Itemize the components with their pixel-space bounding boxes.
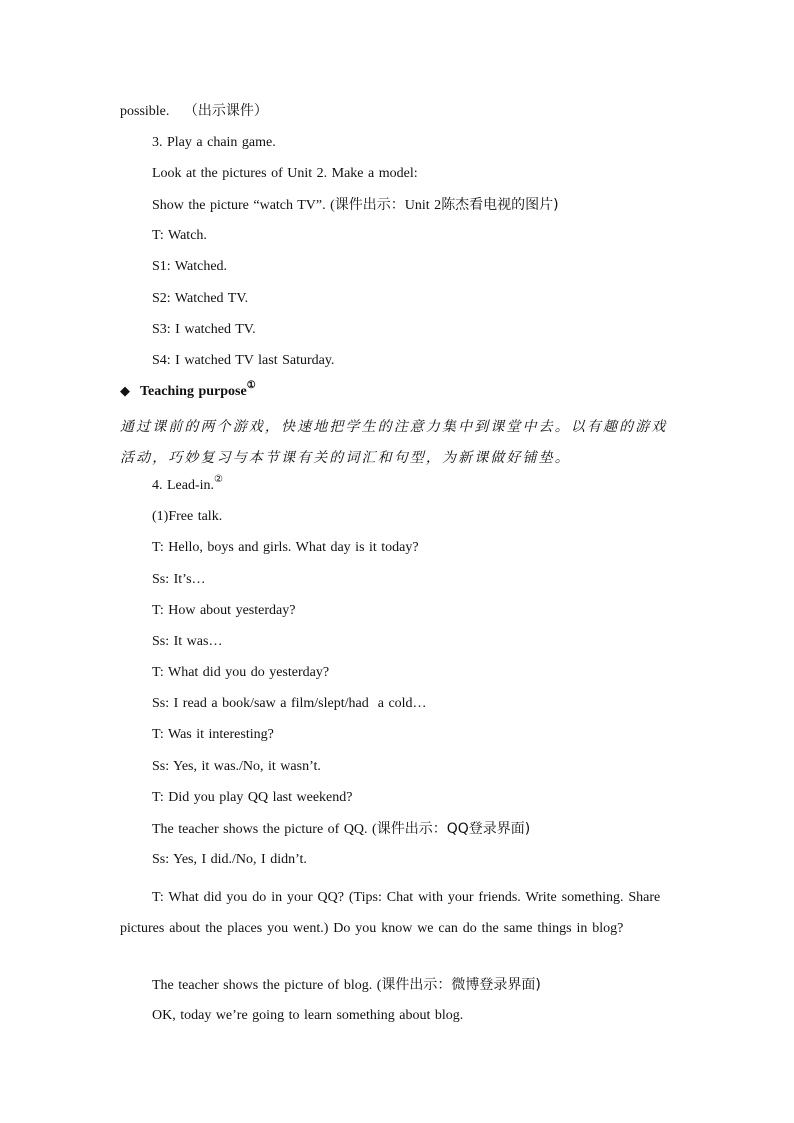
diamond-bullet-icon: ◆ xyxy=(120,384,130,399)
text-line: T: What did you do yesterday? xyxy=(152,665,330,680)
text-line: T: Did you play QQ last weekend? xyxy=(152,790,353,805)
text-line: T: Hello, boys and girls. What day is it today? xyxy=(152,540,419,555)
text-line: Ss: It was… xyxy=(152,634,223,649)
text-line: T: Watch. xyxy=(152,228,207,243)
text-segment: possible. xyxy=(120,104,170,119)
section-heading xyxy=(120,382,256,402)
footnote-marker: ② xyxy=(214,474,223,485)
text-line xyxy=(152,476,223,496)
text-segment-zh: 陈杰看电视的图片) xyxy=(441,197,559,213)
text-line xyxy=(152,819,530,840)
text-line: Ss: Yes, it was./No, it wasn’t. xyxy=(152,759,321,774)
text-line xyxy=(120,101,268,122)
text-line: Ss: It’s… xyxy=(152,572,206,587)
text-segment: 4. Lead-in. xyxy=(152,478,215,493)
text-line xyxy=(152,975,541,996)
text-line: 3. Play a chain game. xyxy=(152,135,276,150)
text-line: Look at the pictures of Unit 2. Make a model: xyxy=(152,166,418,181)
text-line: S3: I watched TV. xyxy=(152,322,256,337)
text-line: T: How about yesterday? xyxy=(152,603,296,618)
heading-text: Teaching purpose xyxy=(140,384,247,399)
text-line: T: Was it interesting? xyxy=(152,727,274,742)
text-line: S1: Watched. xyxy=(152,259,228,274)
text-segment-zh: 课件出示：QQ登录界面) xyxy=(376,821,531,837)
footnote-marker: ① xyxy=(246,380,256,391)
text-line: (1)Free talk. xyxy=(152,509,223,524)
text-line: OK, today we’re going to learn something about blog. xyxy=(152,1008,464,1023)
text-line xyxy=(152,195,559,216)
text-segment-zh: 课件出示： xyxy=(334,197,405,213)
text-line: S2: Watched TV. xyxy=(152,291,249,306)
text-segment: Show the picture “watch TV”. ( xyxy=(152,198,335,213)
text-line: S4: I watched TV last Saturday. xyxy=(152,353,335,368)
purpose-paragraph: 通过课前的两个游戏，快速地把学生的注意力集中到课堂中去。以有趣的游戏活动，巧妙复习与本节课有关的词汇和句型，为新课做好铺垫。 xyxy=(120,419,668,466)
text-line: Ss: Yes, I did./No, I didn’t. xyxy=(152,852,307,867)
text-segment-zh: 课件出示：微博登录界面) xyxy=(381,977,541,993)
text-segment: The teacher shows the picture of blog. ( xyxy=(152,978,382,993)
qq-paragraph: T: What did you do in your QQ? (Tips: Chat with your friends. Write something. Share pictures about the places you went.) Do you know we can do the same things in blog? xyxy=(120,890,661,936)
text-line: Ss: I read a book/saw a film/slept/had a cold… xyxy=(152,696,427,711)
text-segment: Unit 2 xyxy=(404,198,442,213)
text-segment: The teacher shows the picture of QQ. ( xyxy=(152,822,377,837)
text-segment-zh: （出示课件） xyxy=(183,103,268,119)
